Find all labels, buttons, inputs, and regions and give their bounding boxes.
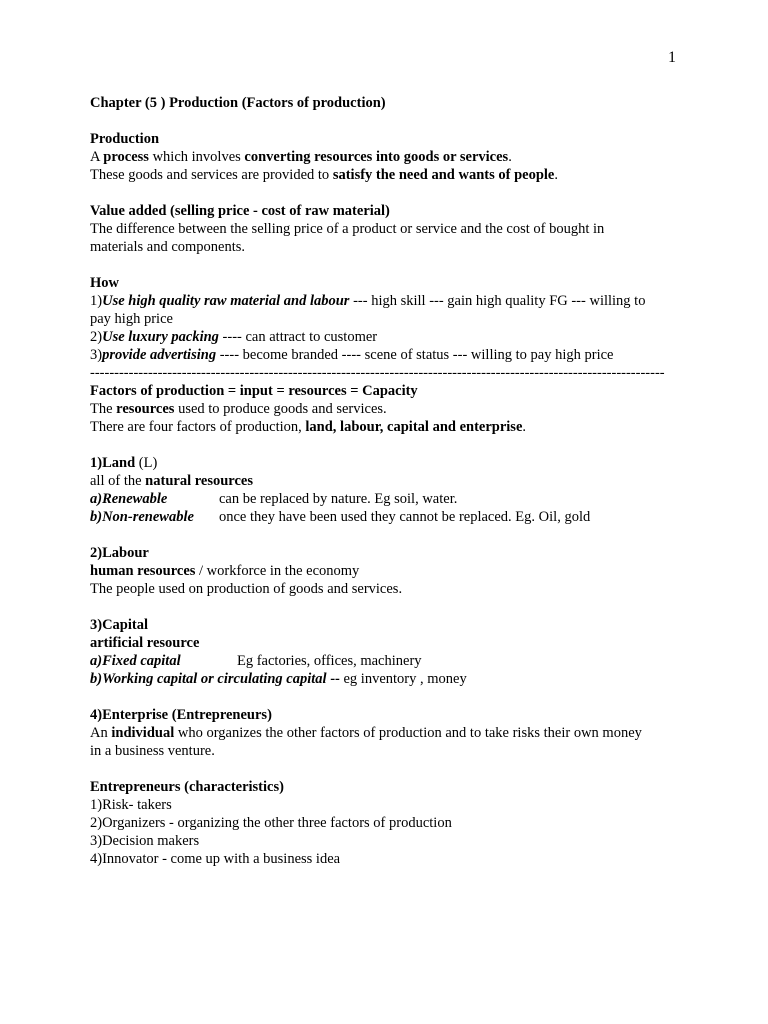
list-item: 1)Risk- takers [90,797,172,813]
enterprise-definition: An individual who organizes the other factors of production and to take risks their own money [90,725,642,741]
land-renewable: a)Renewable can be replaced by nature. Eg soil, water. [90,491,458,507]
labour-definition: human resources / workforce in the economy [90,563,360,579]
how-item-3: 3)provide advertising ---- become branded ---- scene of status --- willing to pay high price [90,347,614,363]
list-item: 2)Organizers - organizing the other three factors of production [90,815,452,831]
how-item-2: 2)Use luxury packing ---- can attract to customer [90,329,378,345]
value-added-definition-line-1: The difference between the selling price of a product or service and the cost of bought in [90,221,605,237]
capital-working: b)Working capital or circulating capital -- eg inventory , money [90,671,467,687]
capital-definition: artificial resource [90,635,200,651]
production-definition: A process which involves converting resources into goods or services. [90,149,512,165]
chapter-title: Chapter (5 ) Production (Factors of production) [90,95,386,111]
entrepreneurs-heading: Entrepreneurs (characteristics) [90,779,284,795]
factors-list: There are four factors of production, land, labour, capital and enterprise. [90,419,527,435]
how-heading: How [90,275,119,291]
capital-fixed: a)Fixed capital Eg factories, offices, machinery [90,653,422,669]
page-number: 1 [668,49,676,66]
document-body [90,94,680,868]
list-item: 3)Decision makers [90,833,200,849]
land-definition: all of the natural resources [90,473,253,489]
list-item: 4)Innovator - come up with a business idea [90,851,341,867]
factors-definition: The resources used to produce goods and services. [90,401,387,417]
production-purpose: These goods and services are provided to satisfy the need and wants of people. [90,167,558,183]
how-item-1: 1)Use high quality raw material and labour --- high skill --- gain high quality FG --- willing to [90,293,646,309]
production-heading: Production [90,131,160,147]
land-non-renewable: b)Non-renewable once they have been used they cannot be replaced. Eg. Oil, gold [90,509,591,525]
section-divider: ----------------------------------------------------------------------------------------------------------------------- [90,365,665,381]
land-heading: 1)Land (L) [90,455,158,471]
value-added-definition-line-2: materials and components. [90,239,246,255]
labour-description: The people used on production of goods and services. [90,581,403,597]
enterprise-definition-continued: in a business venture. [90,743,215,759]
capital-heading: 3)Capital [90,617,148,633]
factors-heading: Factors of production = input = resources = Capacity [90,383,418,399]
enterprise-heading: 4)Enterprise (Entrepreneurs) [90,707,272,723]
labour-heading: 2)Labour [90,545,149,561]
value-added-heading: Value added (selling price - cost of raw material) [90,203,390,219]
how-item-1-continued: pay high price [90,311,173,327]
